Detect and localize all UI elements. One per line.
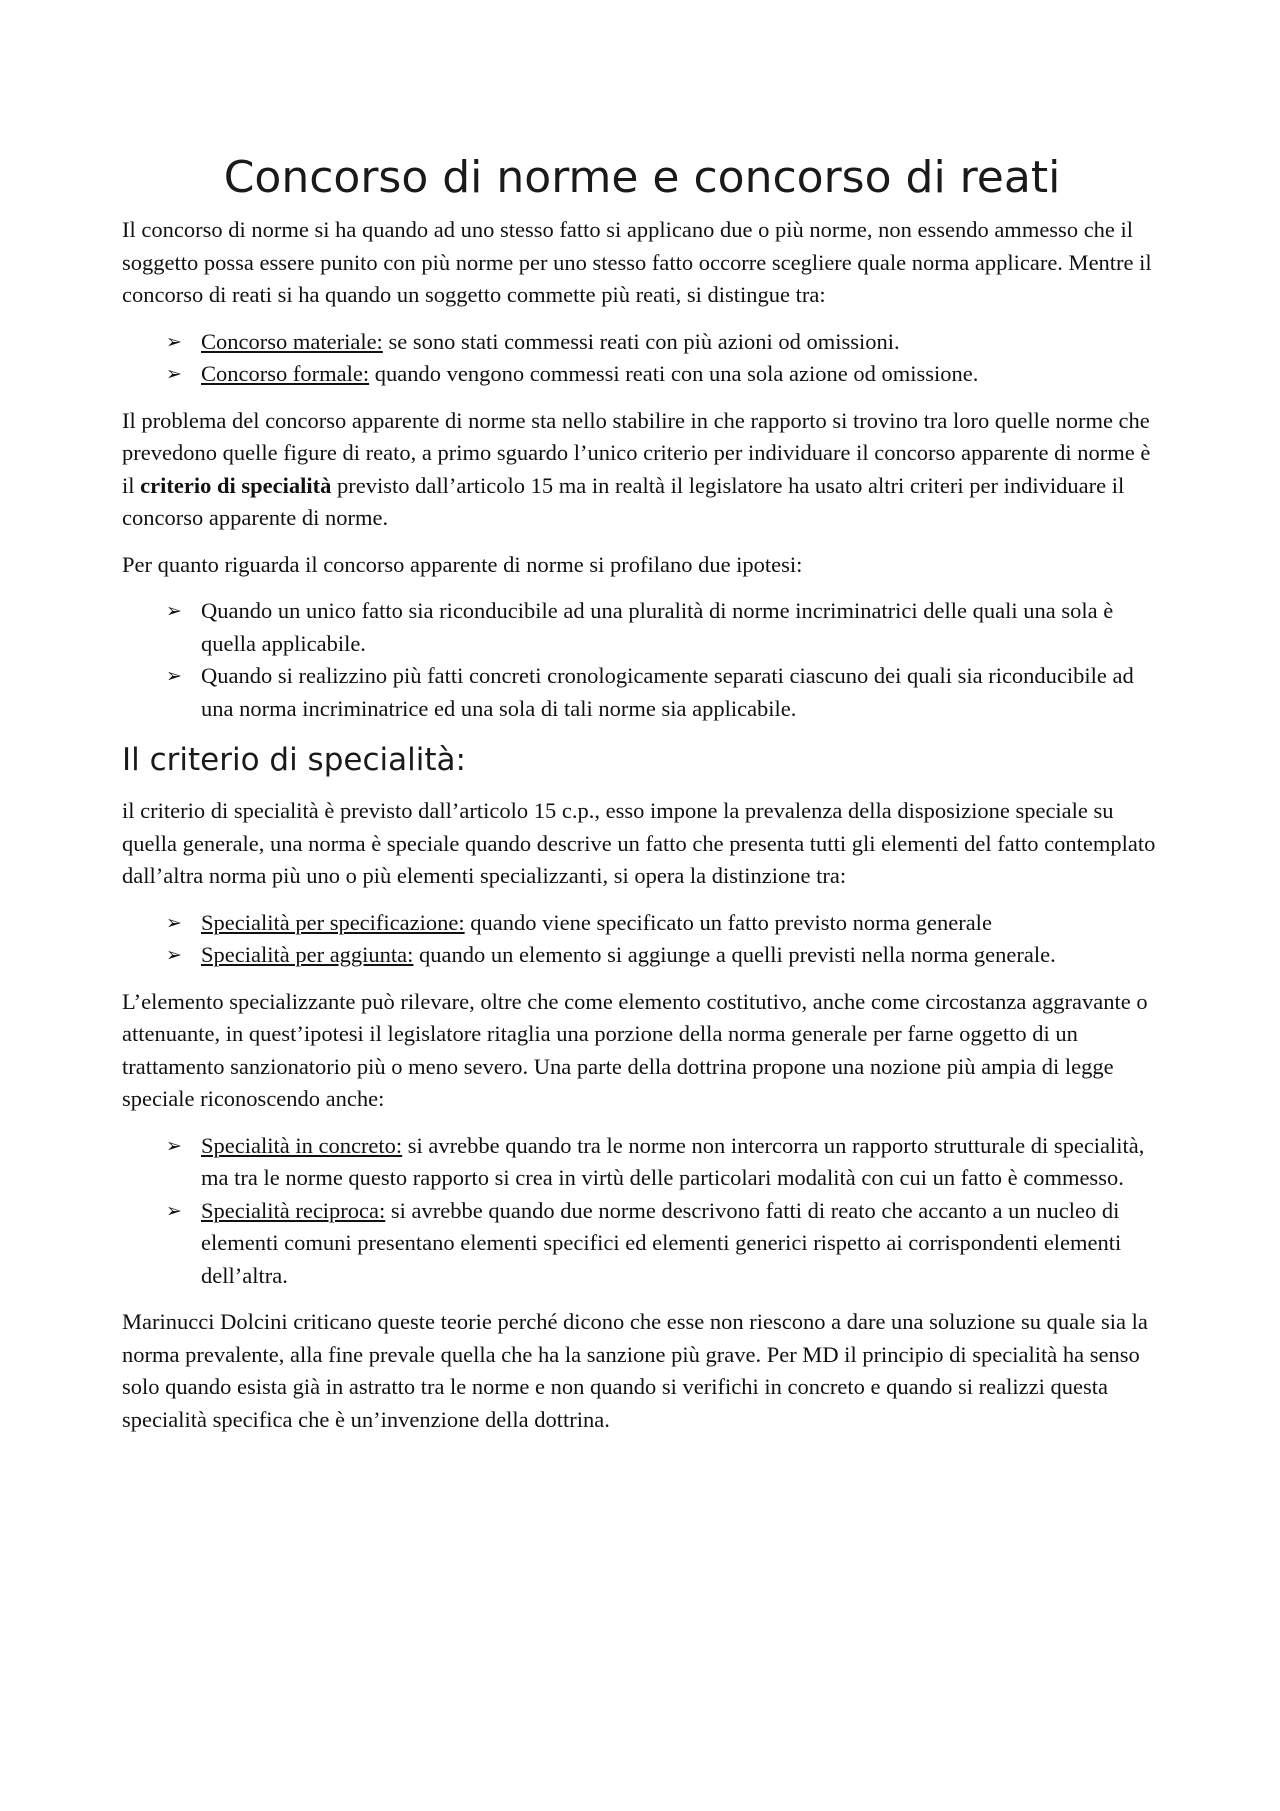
arrow-bullet-icon: ➢ (166, 911, 182, 934)
list-term: Specialità reciproca: (201, 1197, 386, 1223)
list-term: Specialità per aggiunta: (201, 942, 414, 967)
arrow-bullet-icon: ➢ (166, 600, 182, 622)
paragraph-elemento-specializzante: L’elemento specializzante può rilevare, oltre che come elemento costitutivo, anche come circostanza aggravante o attenuante, in quest’ipotesi il legislatore ritaglia una porzione della norma generale per farne oggetto di un trattamento sanzionatorio più o meno severo. Una parte della dottrina propone una nozione più ampia di legge speciale riconoscendo anche: (122, 988, 1148, 1111)
list-text: se sono stati commessi reati con più azioni od omissioni. (382, 328, 900, 354)
paragraph-criterio: il criterio di specialità è previsto dall’articolo 15 c.p., esso impone la prevalenza della disposizione speciale su quella generale, una norma è speciale quando descrive un fatto che presenta tutti gli elementi del fatto contemplato dall’altra norma più uno o più elementi specializzanti, si opera la distinzione tra: (122, 798, 1156, 888)
arrow-bullet-icon: ➢ (166, 1134, 182, 1157)
list-item (122, 1195, 1162, 1293)
arrow-bullet-icon: ➢ (166, 1199, 182, 1222)
paragraph-text: previsto dall’articolo 15 ma in realtà il legislatore ha usato altri criteri per individuare il concorso apparente di norme. (122, 472, 1125, 530)
list-text: quando viene specificato un fatto previsto norma generale (464, 909, 992, 935)
bold-term: criterio di specialità (140, 472, 332, 498)
arrow-bullet-icon: ➢ (166, 665, 182, 687)
list-text: quando vengono commessi reati con una sola azione od omissione. (369, 361, 979, 386)
list-text: si avrebbe quando tra le norme non intercorra un rapporto strutturale di specialità, ma tra le norme questo rapporto si crea in virtù delle particolari modalità con cui un fatto è commesso. (201, 1132, 1145, 1190)
arrow-bullet-icon: ➢ (166, 330, 182, 353)
list-term: Concorso materiale: (201, 328, 383, 354)
paragraph-marinucci-dolcini: Marinucci Dolcini criticano queste teorie perché dicono che esse non riescono a dare una soluzione su quale sia la norma prevalente, alla fine prevale quella che ha la sanzione più grave. Per MD il principio di specialità ha senso solo quando esista già in astratto tra le norme e non quando si verifichi in concreto e quando si realizzi questa specialità specifica che è un’invenzione della dottrina. (122, 1309, 1148, 1432)
paragraph-ipotesi: Per quanto riguarda il concorso apparente di norme si profilano due ipotesi: (122, 551, 803, 577)
list-item (122, 1130, 1162, 1195)
list-item (122, 595, 1162, 660)
bullet-list-concorso-reati (122, 326, 1162, 391)
list-text: quando un elemento si aggiunge a quelli previsti nella norma generale. (413, 942, 1056, 967)
list-text: si avrebbe quando due norme descrivono fatti di reato che accanto a un nucleo di elementi comuni presentano elementi specifici ed elementi generici rispetto ai corrispondenti elementi dell’altra. (201, 1197, 1122, 1288)
list-item (122, 326, 1162, 359)
paragraph-concorso-apparente (122, 405, 1162, 535)
arrow-bullet-icon: ➢ (166, 363, 182, 385)
list-term: Specialità in concreto: (201, 1132, 403, 1158)
intro-paragraph: Il concorso di norme si ha quando ad uno stesso fatto si applicano due o più norme, non essendo ammesso che il soggetto possa essere punito con più norme per uno stesso fatto occorre scegliere quale norma applicare. Mentre il concorso di reati si ha quando un soggetto commette più reati, si distingue tra: (122, 217, 1152, 307)
bullet-list-ipotesi (122, 595, 1162, 725)
list-item (122, 907, 1162, 940)
document-body (122, 150, 1162, 1450)
list-item (122, 358, 1162, 391)
section-heading: Il criterio di specialità: (122, 742, 466, 778)
list-text: Quando si realizzino più fatti concreti cronologicamente separati ciascuno dei quali sia riconducibile ad una norma incriminatrice ed una sola di tali norme sia applicabile. (201, 663, 1134, 721)
bullet-list-specialita-dottrina (122, 1130, 1162, 1293)
list-item (122, 660, 1162, 725)
list-term: Specialità per specificazione: (201, 909, 465, 935)
document-title: Concorso di norme e concorso di reati (223, 152, 1061, 203)
arrow-bullet-icon: ➢ (166, 944, 182, 966)
bullet-list-specialita (122, 907, 1162, 972)
list-item (122, 939, 1162, 972)
list-term: Concorso formale: (201, 361, 370, 386)
paragraph-text: Il problema del concorso apparente di norme sta nello stabilire in che rapporto si trovino tra loro quelle norme che prevedono quelle figure di reato, a primo sguardo l’unico criterio per individuare il concorso apparente di norme è il (122, 407, 1151, 498)
list-text: Quando un unico fatto sia riconducibile ad una pluralità di norme incriminatrici delle quali una sola è quella applicabile. (201, 598, 1114, 656)
